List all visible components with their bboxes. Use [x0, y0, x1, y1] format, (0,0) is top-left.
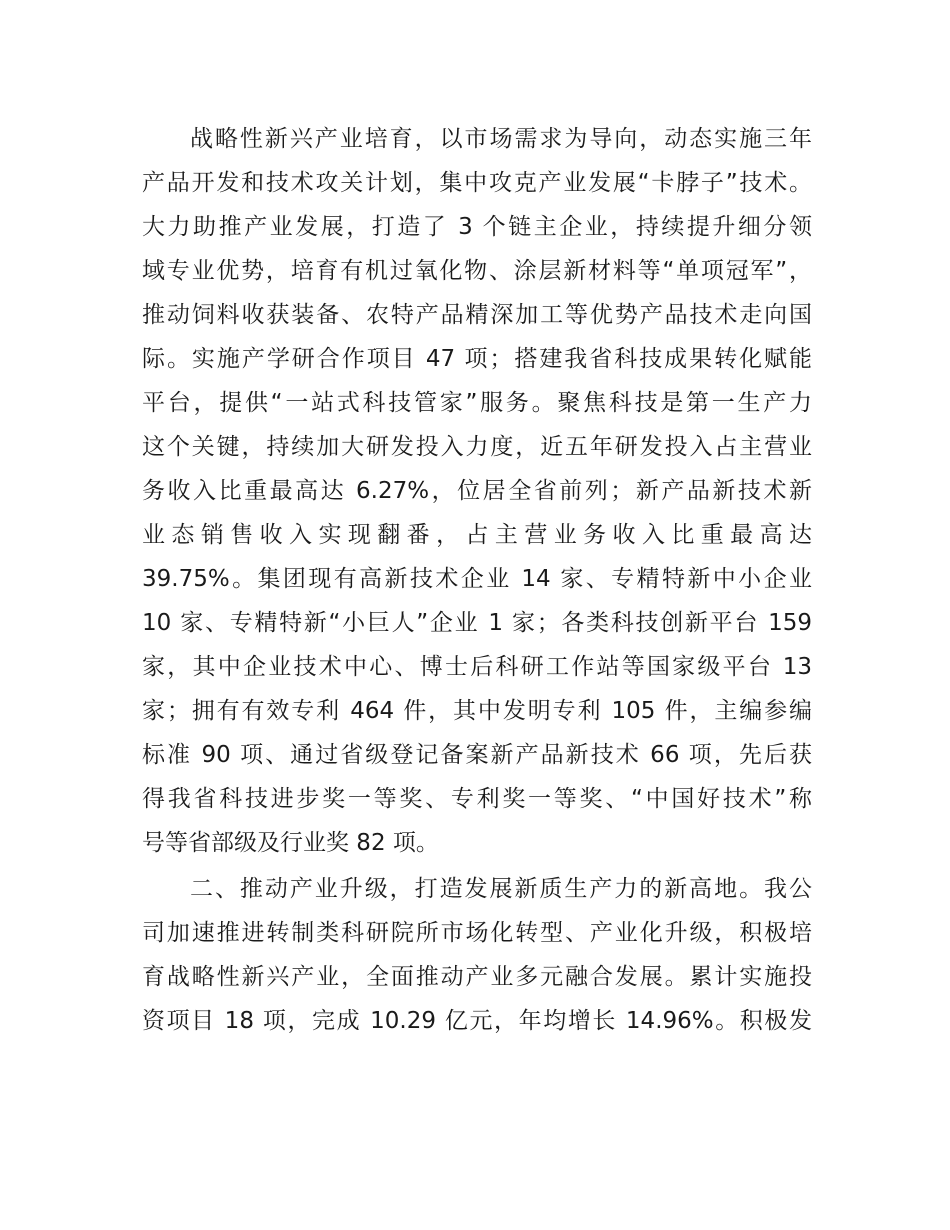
paragraph-line: 二、推动产业升级，打造发展新质生产力的新高地。我公 — [190, 876, 812, 902]
paragraph-tech-innovation — [142, 117, 812, 865]
paragraph-line: 家；拥有有效专利 464 件，其中发明专利 105 件，主编参编 — [142, 698, 812, 724]
paragraph-line: 产品开发和技术攻关计划，集中攻克产业发展“卡脖子”技术。 — [142, 170, 812, 196]
paragraph-line: 资项目 18 项，完成 10.29 亿元，年均增长 14.96%。积极发 — [142, 1008, 812, 1034]
paragraph-line: 推动饲料收获装备、农特产品精深加工等优势产品技术走向国 — [142, 302, 812, 328]
paragraph-line: 司加速推进转制类科研院所市场化转型、产业化升级，积极培 — [142, 920, 812, 946]
paragraph-line: 号等省部级及行业奖 82 项。 — [142, 830, 439, 856]
paragraph-line: 业态销售收入实现翻番，占主营业务收入比重最高达 — [142, 522, 812, 548]
paragraph-line: 务收入比重最高达 6.27%，位居全省前列；新产品新技术新 — [142, 478, 812, 504]
paragraph-line: 平台，提供“一站式科技管家”服务。聚焦科技是第一生产力 — [142, 390, 812, 416]
paragraph-line: 得我省科技进步奖一等奖、专利奖一等奖、“中国好技术”称 — [142, 786, 812, 812]
paragraph-line: 这个关键，持续加大研发投入力度，近五年研发投入占主营业 — [142, 434, 812, 460]
paragraph-line: 域专业优势，培育有机过氧化物、涂层新材料等“单项冠军”， — [142, 258, 812, 284]
paragraph-line: 标准 90 项、通过省级登记备案新产品新技术 66 项，先后获 — [142, 742, 812, 768]
paragraph-line: 大力助推产业发展，打造了 3 个链主企业，持续提升细分领 — [142, 214, 812, 240]
paragraph-line: 战略性新兴产业培育，以市场需求为导向，动态实施三年 — [190, 126, 812, 152]
paragraph-line: 际。实施产学研合作项目 47 项；搭建我省科技成果转化赋能 — [142, 346, 812, 372]
paragraph-industry-upgrade — [142, 867, 812, 1043]
paragraph-line: 10 家、专精特新“小巨人”企业 1 家；各类科技创新平台 159 — [142, 610, 812, 636]
paragraph-line: 39.75%。集团现有高新技术企业 14 家、专精特新中小企业 — [142, 566, 812, 592]
paragraph-line: 育战略性新兴产业，全面推动产业多元融合发展。累计实施投 — [142, 964, 812, 990]
paragraph-line: 家，其中企业技术中心、博士后科研工作站等国家级平台 13 — [142, 654, 812, 680]
